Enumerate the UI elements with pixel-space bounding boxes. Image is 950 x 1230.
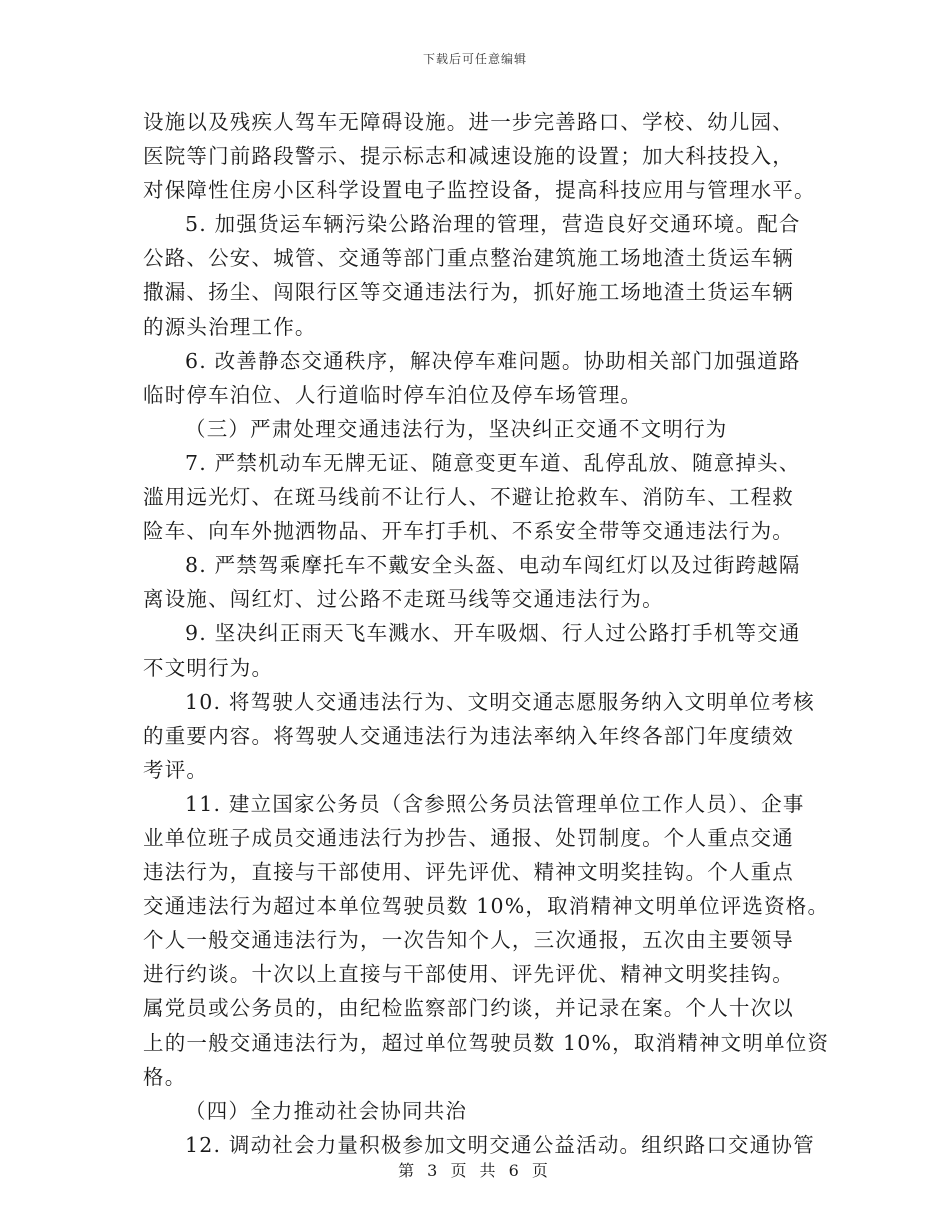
paragraph-start-item-12: 12. 调动社会力量积极参加文明交通公益活动。组织路口交通协管 [185,1132,815,1157]
text-line: 公路、公安、城管、交通等部门重点整治建筑施工场地渣土货运车辆 [143,246,794,271]
text-line: 撒漏、扬尘、闯限行区等交通违法行为，抓好施工场地渣土货运车辆 [143,280,794,305]
text-line: 的源头治理工作。 [143,314,317,339]
text-line: 上的一般交通违法行为，超过单位驾驶员数 10%，取消精神文明单位资 [143,1030,830,1055]
text-line: 进行约谈。十次以上直接与干部使用、评先评优、精神文明奖挂钩。 [143,962,794,987]
paragraph-start-item-7: 7. 严禁机动车无牌无证、随意变更车道、乱停乱放、随意掉头、 [185,450,801,475]
paragraph-start-item-11: 11. 建立国家公务员（含参照公务员法管理单位工作人员）、企事 [185,791,805,816]
section-heading-3: （三）严肃处理交通违法行为，坚决纠正交通不文明行为 [185,416,728,441]
text-line: 交通违法行为超过本单位驾驶员数 10%，取消精神文明单位评选资格。 [143,894,830,919]
section-heading-4: （四）全力推动社会协同共治 [185,1098,468,1123]
paragraph-start-item-5: 5. 加强货运车辆污染公路治理的管理，营造良好交通环境。配合 [185,212,801,237]
document-body [143,105,830,1162]
paragraph-start-item-8: 8. 严禁驾乘摩托车不戴安全头盔、电动车闯红灯以及过街跨越隔 [185,553,801,578]
text-line: 临时停车泊位、人行道临时停车泊位及停车场管理。 [143,382,643,407]
paragraph-start-item-9: 9. 坚决纠正雨天飞车溅水、开车吸烟、行人过公路打手机等交通 [185,621,801,646]
text-line: 业单位班子成员交通违法行为抄告、通报、处罚制度。个人重点交通 [143,825,794,850]
paragraph-start-item-6: 6. 改善静态交通秩序，解决停车难问题。协助相关部门加强道路 [185,348,801,373]
text-line: 违法行为，直接与干部使用、评先评优、精神文明奖挂钩。个人重点 [143,860,794,885]
text-line: 不文明行为。 [143,655,274,680]
page-header-note: 下载后可任意编辑 [422,52,527,66]
text-line: 滥用远光灯、在斑马线前不让行人、不避让抢救车、消防车、工程救 [143,485,794,510]
text-line: 考评。 [143,757,209,782]
page-number-footer: 第 3 页 共 6 页 [398,1161,552,1180]
text-line: 个人一般交通违法行为，一次告知个人，三次通报，五次由主要领导 [143,928,794,953]
text-line: 的重要内容。将驾驶人交通违法行为违法率纳入年终各部门年度绩效 [143,723,794,748]
text-line: 险车、向车外抛洒物品、开车打手机、不系安全带等交通违法行为。 [143,519,794,544]
text-line: 对保障性住房小区科学设置电子监控设备，提高科技应用与管理水平。 [143,178,816,203]
paragraph-start-item-10: 10. 将驾驶人交通违法行为、文明交通志愿服务纳入文明单位考核 [185,689,815,714]
text-line: 医院等门前路段警示、提示标志和减速设施的设置；加大科技投入， [143,144,794,169]
text-line: 离设施、闯红灯、过公路不走斑马线等交通违法行为。 [143,587,664,612]
text-line: 设施以及残疾人驾车无障碍设施。进一步完善路口、学校、幼儿园、 [143,110,794,134]
text-line: 格。 [143,1064,187,1089]
text-line: 属党员或公务员的，由纪检监察部门约谈，并记录在案。个人十次以 [143,996,794,1021]
